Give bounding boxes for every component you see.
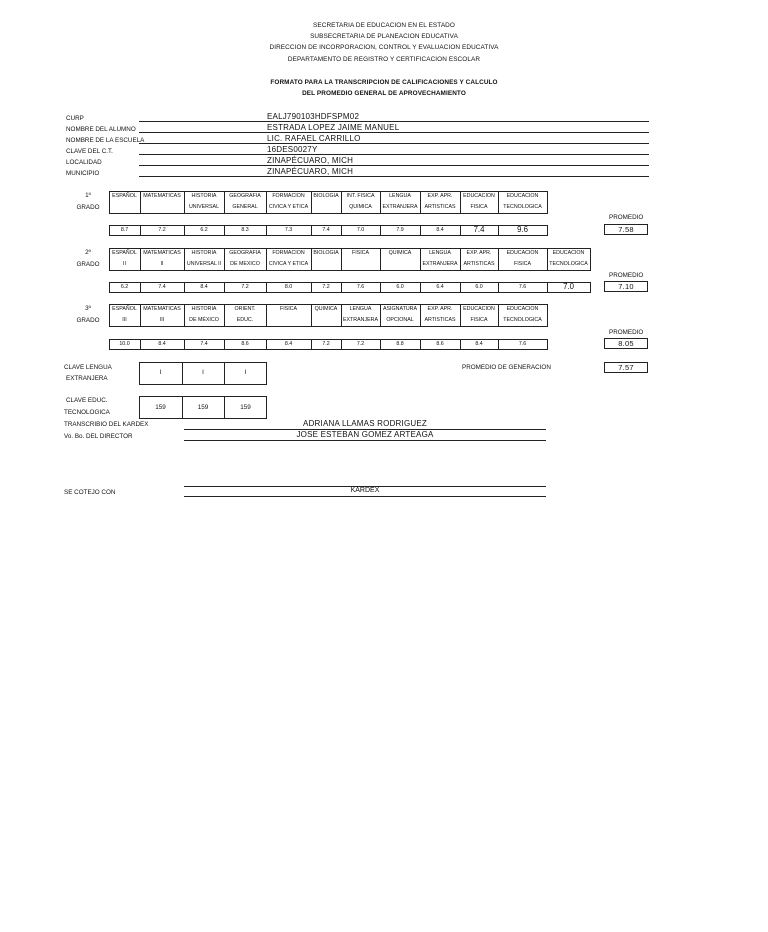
subject-name-line-2: TECNOLOGICA [503, 317, 542, 323]
director-label: Vo. Bo. DEL DIRECTOR [64, 433, 133, 440]
grade-number: 2º [85, 249, 91, 256]
clave-educ-value-1: 159 [155, 404, 166, 411]
subject-name: INT. FISICA [346, 193, 375, 199]
field-underline [139, 165, 649, 166]
score-value: 7.4 [322, 227, 330, 233]
score-value: 7.6 [518, 284, 527, 290]
subject-name: EDUCACION [463, 193, 495, 199]
subject-name: BIOLOGIA [313, 193, 339, 199]
promedio-value: 7.10 [618, 282, 634, 291]
field-label: MUNICIPIO [66, 170, 100, 177]
score-value: 10.0 [119, 341, 130, 347]
subject-name: FORMACION [272, 250, 305, 256]
subject-name: EDUCACION [552, 250, 585, 256]
subject-name-line-2: UNIVERSAL [188, 204, 220, 210]
score-value: 7.9 [396, 227, 404, 233]
field-value: ZINAPÉCUARO, MICH [267, 156, 354, 165]
score-value: 8.3 [241, 227, 249, 233]
clave-lengua-label-2: EXTRANJERA [66, 375, 108, 382]
score-value: 7.4 [473, 225, 485, 234]
score-value: 6.2 [120, 284, 129, 290]
field-label: CURP [66, 115, 84, 122]
field-label: NOMBRE DE LA ESCUELA [66, 137, 145, 144]
promedio-generacion-label: PROMEDIO DE GENERACION [462, 364, 551, 371]
transcribio-label: TRANSCRIBIO DEL KARDEX [64, 421, 149, 428]
promedio-value: 8.05 [618, 339, 634, 348]
score-value: 7.2 [356, 341, 365, 347]
subject-name-line-2: TECNOLOGICA [549, 261, 588, 267]
score-value: 7.2 [158, 227, 166, 233]
subject-name: ORIENT. [234, 306, 256, 312]
subject-name-line-2: TECNOLOGICA [503, 204, 542, 210]
score-value: 8.6 [241, 341, 249, 347]
grade-word: GRADO [76, 204, 100, 211]
score-value: 6.4 [436, 284, 444, 290]
form-title-line-1: FORMATO PARA LA TRANSCRIPCION DE CALIFICACIONES Y CALCULO [270, 79, 498, 86]
field-underline [139, 121, 649, 122]
subject-name: EXP. APR. [427, 306, 453, 312]
subject-name-line-2: ARTISTICAS [463, 261, 495, 267]
clave-educ-label-2: TECNOLOGICA [64, 409, 110, 416]
subject-name: MATEMATICAS [143, 193, 181, 199]
subject-name: LENGUA [429, 250, 451, 256]
score-value: 7.2 [241, 284, 249, 290]
subject-name: QUIMICA [314, 306, 338, 312]
subject-name-line-2: III [122, 317, 127, 323]
cotejo-label: SE COTEJO CON [64, 489, 116, 496]
score-value: 8.8 [396, 341, 404, 347]
field-label: NOMBRE DEL ALUMNO [66, 126, 136, 133]
field-value: LIC. RAFAEL CARRILLO [267, 134, 361, 143]
score-value: 6.0 [475, 284, 483, 290]
score-value: 7.6 [356, 284, 365, 290]
subject-name: ESPAÑOL [112, 193, 137, 199]
clave-lengua-value-1: I [159, 369, 162, 376]
clave-educ-label: CLAVE EDUC. [66, 397, 108, 404]
clave-educ-value-3: 159 [240, 404, 251, 411]
score-value: 8.4 [475, 341, 483, 347]
header-line-3: DIRECCION DE INCORPORACION, CONTROL Y EVALUACION EDUCATIVA [269, 44, 499, 51]
field-underline [139, 132, 649, 133]
field-underline [139, 143, 649, 144]
subject-name-line-2: ARTISTICAS [424, 317, 456, 323]
field-label: LOCALIDAD [66, 159, 102, 166]
subject-name: BIOLOGIA [313, 250, 339, 256]
field-value: EALJ790103HDFSPM02 [267, 112, 360, 121]
score-value: 7.0 [356, 227, 365, 233]
subject-name: EXP. APR. [466, 250, 492, 256]
subject-name-line-2: UNIVERSAL II [186, 261, 222, 267]
subject-name: GEOGRAFIA [229, 250, 261, 256]
subject-name-line-2: EXTRANJERA [382, 204, 418, 210]
score-value: 6.2 [200, 227, 208, 233]
subject-name: ESPAÑOL [112, 250, 137, 256]
score-value: 8.7 [120, 227, 129, 233]
score-value: 7.6 [518, 341, 527, 347]
score-value: 7.2 [322, 284, 330, 290]
grade-word: GRADO [76, 317, 100, 324]
header-line-4: DEPARTAMENTO DE REGISTRO Y CERTIFICACION ESCOLAR [287, 56, 481, 63]
promedio-generacion-value: 7.57 [618, 363, 634, 372]
score-value: 7.0 [563, 282, 574, 291]
subject-name-line-2: GENERAL [232, 204, 258, 210]
subject-name: EDUCACION [506, 306, 539, 312]
subject-name: FISICA [279, 306, 298, 312]
score-value: 6.0 [396, 284, 404, 290]
field-label: CLAVE DEL C.T. [66, 148, 113, 155]
subject-name-line-2: DE MEXICO [230, 261, 260, 267]
subject-name: HISTORIA [191, 193, 217, 199]
score-value: 7.2 [322, 341, 330, 347]
director-value: JOSE ESTEBAN GOMEZ ARTEAGA [296, 430, 434, 439]
subject-name-line-2: II [123, 261, 126, 267]
clave-lengua-value-2: I [202, 369, 204, 376]
field-underline [139, 176, 649, 177]
subject-name-line-2: FISICA [470, 317, 488, 323]
subject-name: LENGUA [389, 193, 411, 199]
subject-name-line-2: OPCIONAL [386, 317, 414, 323]
score-value: 8.4 [158, 341, 166, 347]
clave-lengua-label: CLAVE LENGUA [64, 364, 112, 371]
subject-name: LENGUA [349, 306, 372, 312]
subject-name: FISICA [351, 250, 370, 256]
subject-name-line-2: ARTISTICAS [424, 204, 456, 210]
subject-name-line-2: EXTRANJERA [422, 261, 458, 267]
subject-name-line-2: FISICA [513, 261, 532, 267]
subject-name-line-2: III [159, 317, 165, 323]
subject-name: EDUCACION [506, 250, 539, 256]
score-value: 8.4 [200, 284, 208, 290]
score-value: 9.6 [517, 225, 528, 234]
promedio-value: 7.58 [618, 225, 634, 234]
subject-name-line-2: QUIMICA [349, 204, 372, 210]
subject-name-line-2: DE MÉXICO [189, 317, 219, 323]
score-value: 7.4 [158, 284, 166, 290]
cotejo-value: KARDEX [350, 487, 380, 494]
subject-name: HISTORIA [191, 306, 217, 312]
subject-name: EDUCACION [506, 193, 539, 199]
score-value: 7.3 [284, 227, 293, 233]
score-value: 8.6 [436, 341, 444, 347]
subject-name: HISTORIA [191, 250, 217, 256]
field-value: ESTRADA LOPEZ JAIME MANUEL [267, 123, 400, 132]
subject-name: FORMACION [272, 193, 305, 199]
subject-name-line-2: CIVICA Y ETICA [268, 204, 309, 210]
promedio-label: PROMEDIO [609, 214, 644, 221]
subject-name-line-2: FISICA [470, 204, 488, 210]
subject-name: ESPAÑOL [112, 306, 137, 312]
field-value: ZINAPÉCUARO, MICH [267, 167, 354, 176]
clave-lengua-value-3: I [244, 369, 247, 376]
subject-name: MATEMATICAS [143, 306, 181, 312]
clave-educ-value-2: 159 [197, 404, 209, 411]
grade-number: 1º [85, 192, 91, 199]
subject-name-line-2: EXTRANJERA [342, 317, 379, 323]
form-title-line-2: DEL PROMEDIO GENERAL DE APROVECHAMIENTO [302, 90, 466, 97]
subject-name-line-2: II [160, 261, 164, 267]
header-line-1: SECRETARIA DE EDUCACION EN EL ESTADO [313, 22, 455, 29]
score-value: 8.4 [284, 341, 293, 347]
field-value: 16DES0027Y [267, 145, 318, 154]
promedio-label: PROMEDIO [609, 272, 644, 279]
subject-name: EDUCACION [463, 306, 495, 312]
subject-name: QUIMICA [388, 250, 412, 256]
score-value: 8.4 [436, 227, 444, 233]
subject-name: GEOGRAFIA [229, 193, 261, 199]
subject-name: EXP. APR. [427, 193, 453, 199]
subject-name: MATEMATICAS [143, 250, 181, 256]
subject-name-line-2: CIVICA Y ETICA [268, 261, 309, 267]
field-underline [139, 154, 649, 155]
header-line-2: SUBSECRETARIA DE PLANEACION EDUCATIVA [310, 33, 458, 40]
subject-name: ASIGNATURA [382, 306, 418, 312]
promedio-label: PROMEDIO [609, 329, 644, 336]
grade-number: 3º [85, 305, 91, 312]
grade-word: GRADO [76, 261, 100, 268]
score-value: 7.4 [200, 341, 208, 347]
score-value: 8.0 [284, 284, 293, 290]
transcribio-value: ADRIANA LLAMAS RODRIGUEZ [303, 419, 427, 428]
subject-name-line-2: EDUC. [236, 317, 254, 323]
